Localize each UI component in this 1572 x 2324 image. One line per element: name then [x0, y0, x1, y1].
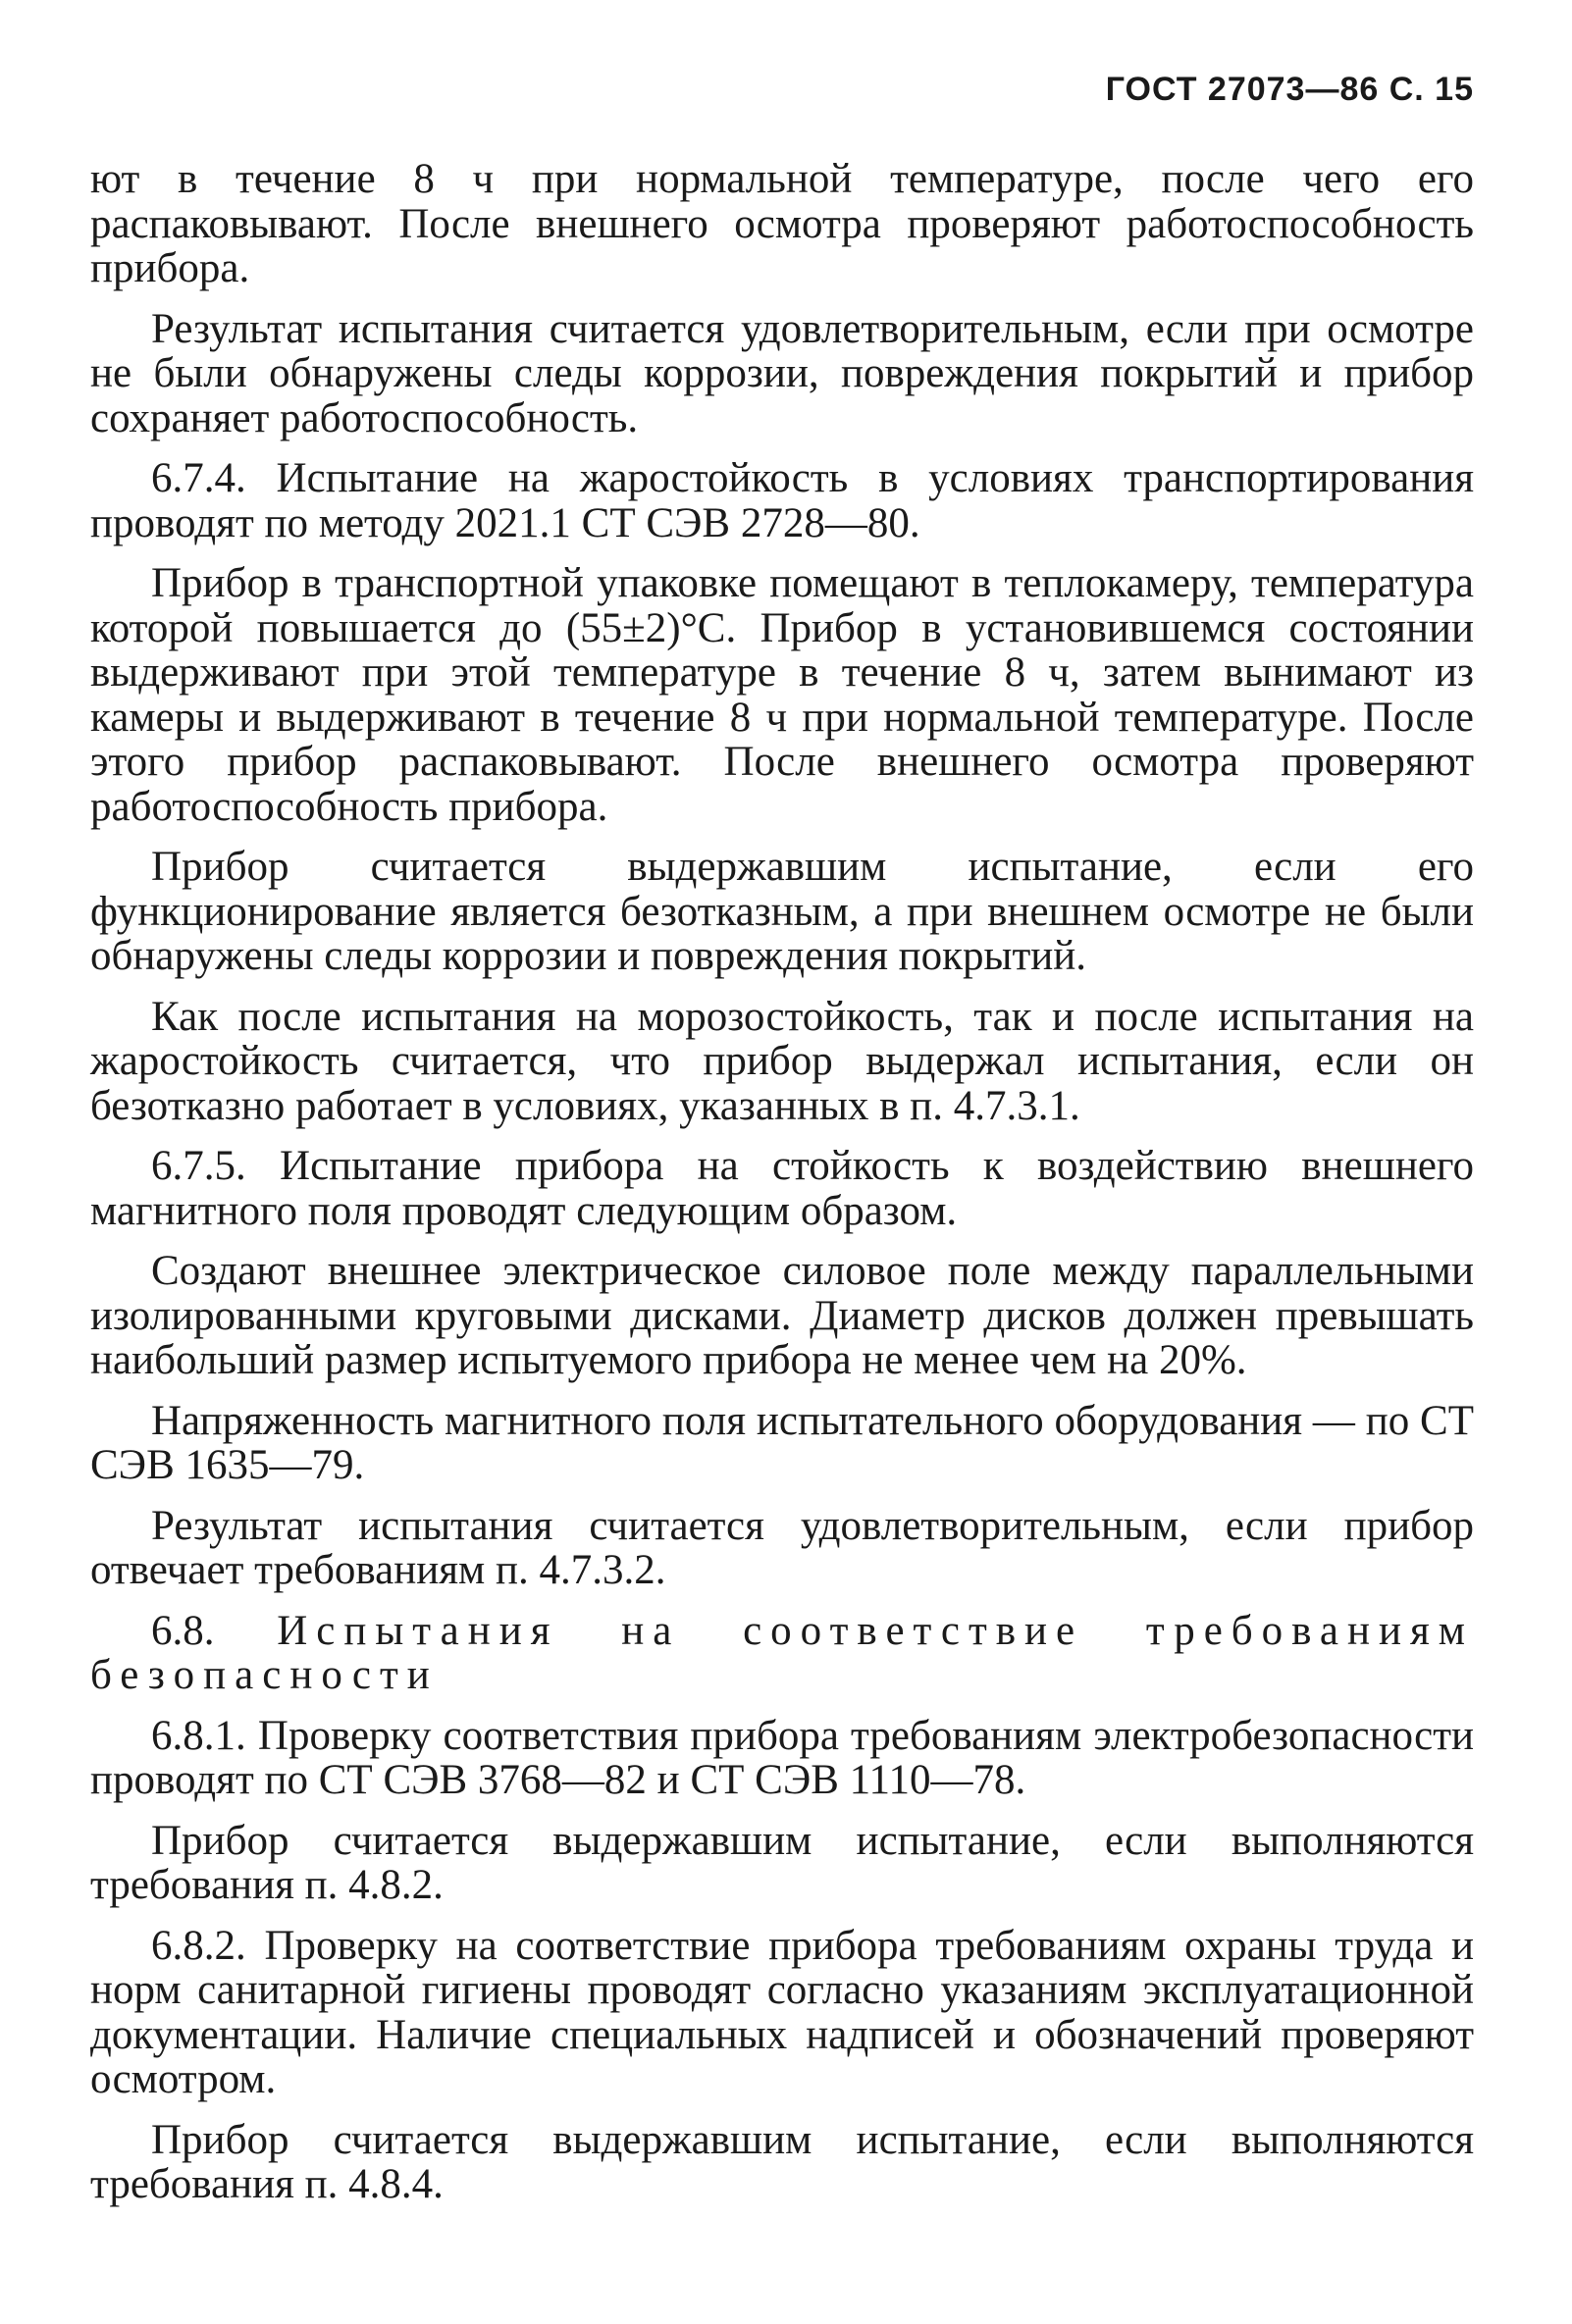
- running-header: ГОСТ 27073—86 С. 15: [1105, 71, 1474, 108]
- clause-6-8-1: 6.8.1. Проверку соответствия прибора требованиям электробезопасности проводят по СТ СЭВ 3768—82 и СТ СЭВ 1110—78.: [90, 1712, 1474, 1803]
- paragraph: Прибор считается выдержавшим испытание, если выполняются требования п. 4.8.4.: [90, 2116, 1474, 2207]
- document-body: [90, 157, 1474, 2223]
- paragraph: Прибор считается выдержавшим испытание, если выполняются требования п. 4.8.2.: [90, 1817, 1474, 1908]
- section-number: 6.8.: [151, 1607, 215, 1654]
- paragraph: Результат испытания считается удовлетворительным, если прибор отвечает требованиям п. 4.7.3.2.: [90, 1502, 1474, 1593]
- paragraph: Создают внешнее электрическое силовое поле между параллельными изолированными круговыми дисками. Диаметр дисков должен превышать наибольший размер испытуемого прибора не менее чем на 20%.: [90, 1248, 1474, 1383]
- clause-6-7-4: 6.7.4. Испытание на жаростойкость в условиях транспортирования проводят по методу 2021.1 СТ СЭВ 2728—80.: [90, 455, 1474, 546]
- paragraph: Результат испытания считается удовлетворительным, если при осмотре не были обнаружены следы коррозии, повреждения покрытий и прибор сохраняет работоспособность.: [90, 305, 1474, 441]
- paragraph: Прибор в транспортной упаковке помещают в теплокамеру, температура которой повышается до (55±2)°С. Прибор в установившемся состоянии выдерживают при этой температуре в течение 8 ч, затем вынимают из камеры и выдерживают в течение 8 ч при нормальной температуре. После этого прибор распаковывают. После внешнего осмотра проверяют работоспособность прибора.: [90, 560, 1474, 830]
- paragraph: Как после испытания на морозостойкость, так и после испытания на жаростойкость считается, что прибор выдержал испытания, если он безотказно работает в условиях, указанных в п. 4.7.3.1.: [90, 993, 1474, 1129]
- section-title: Испытания на соответствие требованиям безопасности: [90, 1607, 1474, 1698]
- clause-6-7-5: 6.7.5. Испытание прибора на стойкость к воздействию внешнего магнитного поля проводят следующим образом.: [90, 1143, 1474, 1234]
- paragraph: Прибор считается выдержавшим испытание, если его функционирование является безотказным, а при внешнем осмотре не были обнаружены следы коррозии и повреждения покрытий.: [90, 844, 1474, 979]
- paragraph-continuation: ют в течение 8 ч при нормальной температуре, после чего его распаковывают. После внешнего осмотра проверяют работоспособность прибора.: [90, 156, 1474, 291]
- paragraph: Напряженность магнитного поля испытательного оборудования — по СТ СЭВ 1635—79.: [90, 1397, 1474, 1488]
- section-heading-6-8: [90, 1609, 1474, 1698]
- clause-6-8-2: 6.8.2. Проверку на соответствие прибора требованиям охраны труда и норм санитарной гигиены проводят согласно указаниям эксплуатационной документации. Наличие специальных надписей и обозначений проверяют осмотром.: [90, 1922, 1474, 2102]
